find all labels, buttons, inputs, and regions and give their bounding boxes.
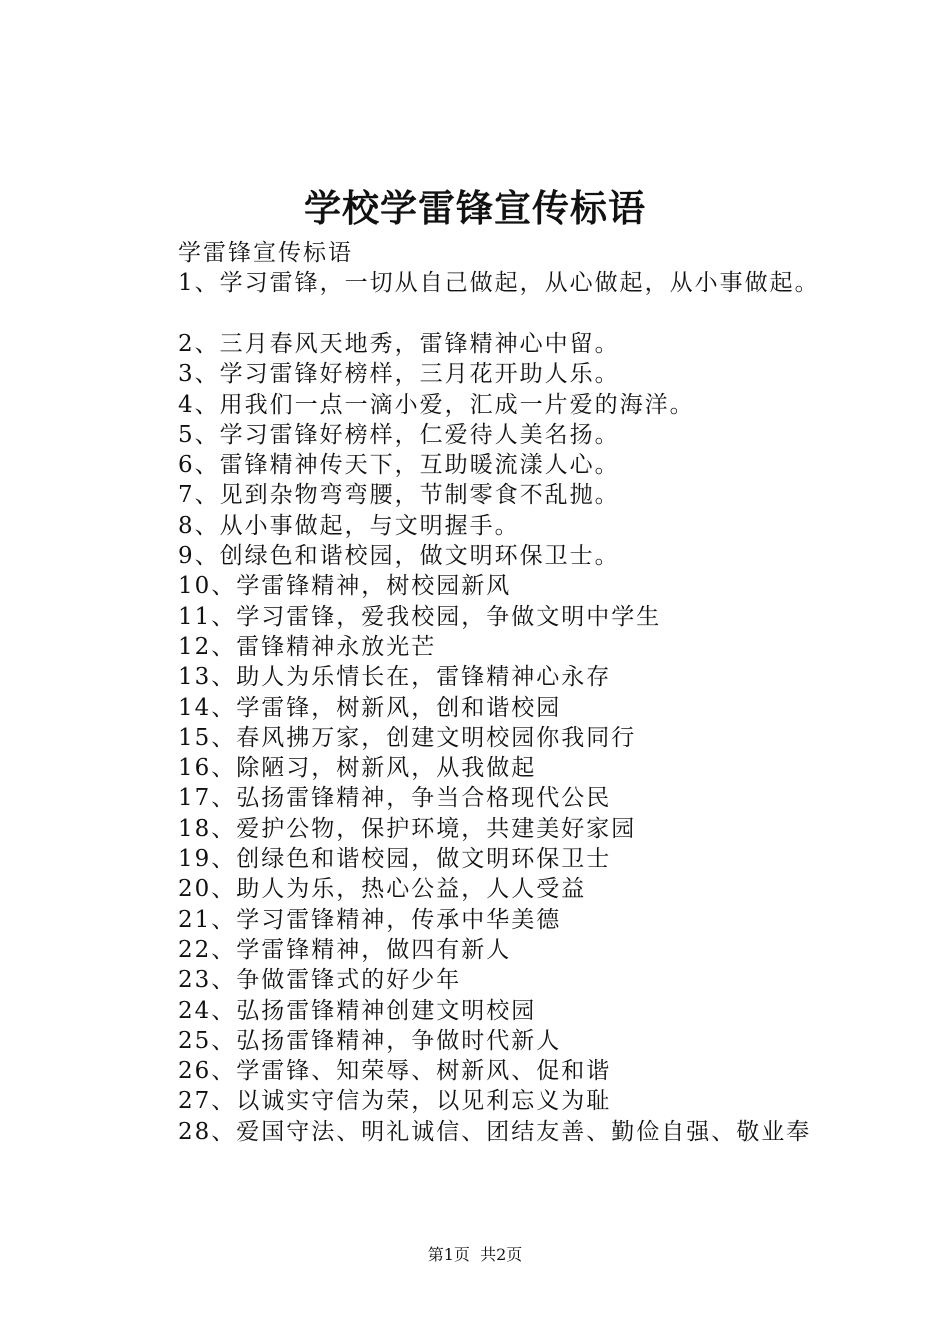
slogan-item: 2、三月春风天地秀，雷锋精神心中留。 <box>178 331 620 357</box>
slogan-item: 1、学习雷锋，一切从自己做起，从心做起，从小事做起。 <box>178 270 820 296</box>
slogan-item: 12、雷锋精神永放光芒 <box>178 633 437 660</box>
slogan-item: 18、爱护公物，保护环境，共建美好家园 <box>178 815 637 842</box>
slogan-item: 15、春风拂万家，创建文明校园你我同行 <box>178 724 637 751</box>
slogan-item: 23、争做雷锋式的好少年 <box>178 967 462 994</box>
slogan-item: 19、创绿色和谐校园，做文明环保卫士 <box>178 846 612 873</box>
slogan-item: 17、弘扬雷锋精神，争当合格现代公民 <box>178 785 612 812</box>
slogan-item: 7、见到杂物弯弯腰，节制零食不乱抛。 <box>178 482 620 509</box>
page-footer: 第1页 共2页 <box>427 1245 523 1264</box>
slogan-item: 21、学习雷锋精神，传承中华美德 <box>178 906 562 933</box>
slogan-item: 5、学习雷锋好榜样，仁爱待人美名扬。 <box>178 421 620 448</box>
slogan-item: 3、学习雷锋好榜样，三月花开助人乐。 <box>178 361 620 388</box>
slogan-item: 14、学雷锋，树新风，创和谐校园 <box>178 694 562 721</box>
slogan-item: 10、学雷锋精神，树校园新风 <box>178 573 512 600</box>
slogan-item: 22、学雷锋精神，做四有新人 <box>178 936 512 963</box>
slogan-item: 28、爱国守法、明礼诚信、团结友善、勤俭自强、敬业奉 <box>178 1118 812 1145</box>
slogan-list <box>178 329 811 1147</box>
slogan-item: 6、雷锋精神传天下，互助暖流漾人心。 <box>178 452 620 479</box>
slogan-item: 16、除陋习，树新风，从我做起 <box>178 755 537 782</box>
slogan-item: 4、用我们一点一滴小爱，汇成一片爱的海洋。 <box>178 391 695 418</box>
slogan-item: 25、弘扬雷锋精神，争做时代新人 <box>178 1027 562 1054</box>
document-subtitle: 学雷锋宣传标语 <box>178 240 353 266</box>
slogan-item: 27、以诚实守信为荣，以见利忘义为耻 <box>178 1088 612 1115</box>
slogan-item: 26、学雷锋、知荣辱、树新风、促和谐 <box>178 1058 612 1085</box>
slogan-item: 8、从小事做起，与文明握手。 <box>178 512 520 539</box>
slogan-item: 13、助人为乐情长在，雷锋精神心永存 <box>178 664 612 691</box>
page-title: 学校学雷锋宣传标语 <box>304 186 646 230</box>
slogan-item: 9、创绿色和谐校园，做文明环保卫士。 <box>178 543 620 570</box>
slogan-item: 24、弘扬雷锋精神创建文明校园 <box>178 997 537 1024</box>
slogan-item: 11、学习雷锋，爱我校园，争做文明中学生 <box>178 603 662 630</box>
slogan-item: 20、助人为乐，热心公益，人人受益 <box>178 876 587 903</box>
